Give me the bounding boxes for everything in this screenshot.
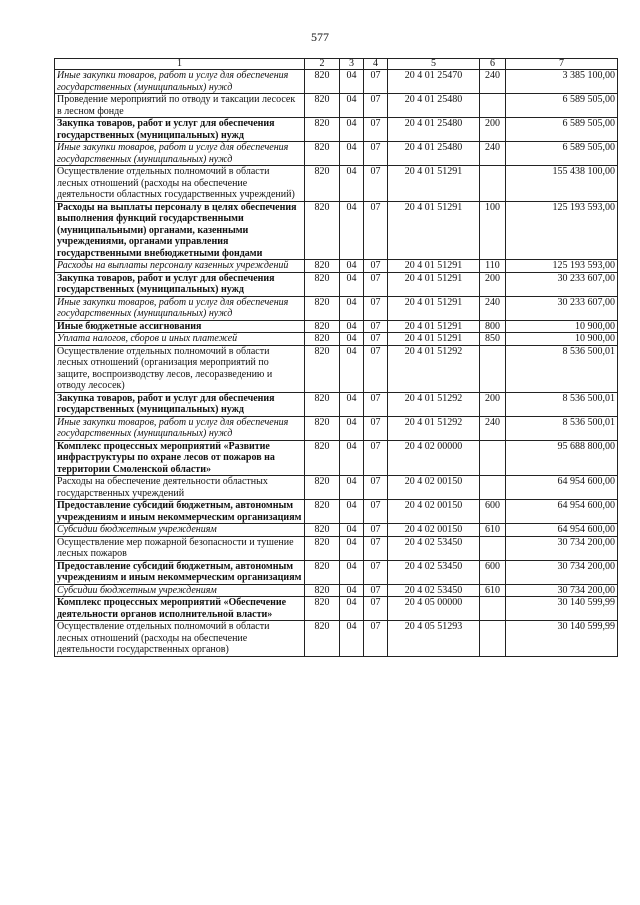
cell-csr: 20 4 01 51291 <box>388 201 480 260</box>
cell-name: Иные закупки товаров, работ и услуг для обеспечения государственных (муниципальных) нужд <box>55 142 305 166</box>
cell-name: Осуществление отдельных полномочий в области лесных отношений (расходы на обеспечение деятельности областных государственных учреждений) <box>55 166 305 202</box>
cell-sum: 3 385 100,00 <box>506 70 618 94</box>
cell-rz: 04 <box>340 94 364 118</box>
cell-vr <box>480 166 506 202</box>
cell-name: Предоставление субсидий бюджетным, автономным учреждениям и иным некоммерческим организациям <box>55 560 305 584</box>
cell-pr: 07 <box>364 416 388 440</box>
cell-pr: 07 <box>364 320 388 333</box>
cell-csr: 20 4 01 25470 <box>388 70 480 94</box>
cell-csr: 20 4 05 51293 <box>388 621 480 657</box>
cell-vr: 200 <box>480 272 506 296</box>
table-row <box>55 333 618 346</box>
cell-grbs: 820 <box>305 142 340 166</box>
cell-vr <box>480 345 506 392</box>
cell-sum: 30 734 200,00 <box>506 560 618 584</box>
cell-rz: 04 <box>340 201 364 260</box>
table-row <box>55 260 618 273</box>
cell-vr: 240 <box>480 296 506 320</box>
cell-sum: 8 536 500,01 <box>506 392 618 416</box>
cell-sum: 95 688 800,00 <box>506 440 618 476</box>
cell-pr: 07 <box>364 201 388 260</box>
cell-name: Закупка товаров, работ и услуг для обеспечения государственных (муниципальных) нужд <box>55 272 305 296</box>
cell-rz: 04 <box>340 142 364 166</box>
cell-vr <box>480 476 506 500</box>
cell-grbs: 820 <box>305 584 340 597</box>
table-row <box>55 440 618 476</box>
cell-sum: 6 589 505,00 <box>506 142 618 166</box>
cell-name: Проведение мероприятий по отводу и таксации лесосек в лесном фонде <box>55 94 305 118</box>
cell-grbs: 820 <box>305 524 340 537</box>
cell-grbs: 820 <box>305 320 340 333</box>
cell-csr: 20 4 01 51292 <box>388 416 480 440</box>
cell-sum: 30 734 200,00 <box>506 536 618 560</box>
table-row <box>55 524 618 537</box>
cell-vr: 240 <box>480 142 506 166</box>
cell-rz: 04 <box>340 345 364 392</box>
cell-name: Закупка товаров, работ и услуг для обеспечения государственных (муниципальных) нужд <box>55 392 305 416</box>
cell-vr: 600 <box>480 500 506 524</box>
cell-sum: 10 900,00 <box>506 320 618 333</box>
cell-rz: 04 <box>340 392 364 416</box>
cell-csr: 20 4 01 51291 <box>388 166 480 202</box>
cell-csr: 20 4 02 00000 <box>388 440 480 476</box>
cell-csr: 20 4 01 25480 <box>388 142 480 166</box>
cell-grbs: 820 <box>305 166 340 202</box>
table-row <box>55 118 618 142</box>
cell-vr: 200 <box>480 118 506 142</box>
cell-grbs: 820 <box>305 440 340 476</box>
cell-sum: 30 233 607,00 <box>506 296 618 320</box>
cell-vr: 110 <box>480 260 506 273</box>
cell-rz: 04 <box>340 320 364 333</box>
cell-vr <box>480 597 506 621</box>
cell-csr: 20 4 01 51291 <box>388 272 480 296</box>
cell-vr <box>480 94 506 118</box>
cell-csr: 20 4 02 53450 <box>388 560 480 584</box>
cell-csr: 20 4 01 51291 <box>388 296 480 320</box>
cell-grbs: 820 <box>305 118 340 142</box>
cell-name: Субсидии бюджетным учреждениям <box>55 584 305 597</box>
cell-sum: 155 438 100,00 <box>506 166 618 202</box>
cell-pr: 07 <box>364 500 388 524</box>
cell-grbs: 820 <box>305 416 340 440</box>
cell-csr: 20 4 01 51292 <box>388 345 480 392</box>
cell-sum: 125 193 593,00 <box>506 201 618 260</box>
cell-name: Закупка товаров, работ и услуг для обеспечения государственных (муниципальных) нужд <box>55 118 305 142</box>
cell-vr: 800 <box>480 320 506 333</box>
cell-pr: 07 <box>364 440 388 476</box>
cell-rz: 04 <box>340 260 364 273</box>
table-row <box>55 476 618 500</box>
cell-vr: 240 <box>480 70 506 94</box>
cell-sum: 30 233 607,00 <box>506 272 618 296</box>
cell-vr <box>480 536 506 560</box>
cell-grbs: 820 <box>305 70 340 94</box>
cell-name: Предоставление субсидий бюджетным, автономным учреждениям и иным некоммерческим организациям <box>55 500 305 524</box>
budget-table <box>54 58 618 657</box>
cell-sum: 64 954 600,00 <box>506 524 618 537</box>
cell-pr: 07 <box>364 142 388 166</box>
cell-rz: 04 <box>340 536 364 560</box>
cell-grbs: 820 <box>305 621 340 657</box>
cell-grbs: 820 <box>305 260 340 273</box>
cell-sum: 30 140 599,99 <box>506 621 618 657</box>
cell-vr <box>480 440 506 476</box>
cell-name: Расходы на выплаты персоналу в целях обеспечения выполнения функций государственными (муниципальными) органами, казенными учреждениями, органами управления государственными внебюджетными фондами <box>55 201 305 260</box>
cell-pr: 07 <box>364 597 388 621</box>
cell-pr: 07 <box>364 118 388 142</box>
cell-grbs: 820 <box>305 536 340 560</box>
cell-pr: 07 <box>364 476 388 500</box>
cell-sum: 125 193 593,00 <box>506 260 618 273</box>
cell-pr: 07 <box>364 345 388 392</box>
cell-pr: 07 <box>364 260 388 273</box>
cell-vr: 200 <box>480 392 506 416</box>
cell-vr: 600 <box>480 560 506 584</box>
cell-name: Иные закупки товаров, работ и услуг для обеспечения государственных (муниципальных) нужд <box>55 70 305 94</box>
cell-csr: 20 4 02 00150 <box>388 500 480 524</box>
cell-csr: 20 4 01 25480 <box>388 94 480 118</box>
cell-csr: 20 4 01 51291 <box>388 333 480 346</box>
cell-csr: 20 4 02 00150 <box>388 476 480 500</box>
cell-pr: 07 <box>364 560 388 584</box>
cell-name: Комплекс процессных мероприятий «Обеспечение деятельности органов исполнительной власти» <box>55 597 305 621</box>
table-row <box>55 320 618 333</box>
cell-grbs: 820 <box>305 345 340 392</box>
cell-grbs: 820 <box>305 94 340 118</box>
cell-rz: 04 <box>340 597 364 621</box>
cell-pr: 07 <box>364 584 388 597</box>
cell-pr: 07 <box>364 296 388 320</box>
cell-rz: 04 <box>340 333 364 346</box>
cell-grbs: 820 <box>305 272 340 296</box>
cell-csr: 20 4 01 51291 <box>388 320 480 333</box>
table-row <box>55 500 618 524</box>
table-row <box>55 345 618 392</box>
cell-grbs: 820 <box>305 296 340 320</box>
page-number: 577 <box>311 30 329 44</box>
column-header: 5 <box>388 59 480 70</box>
cell-sum: 30 734 200,00 <box>506 584 618 597</box>
table-row <box>55 621 618 657</box>
table-row <box>55 597 618 621</box>
table-row <box>55 142 618 166</box>
cell-csr: 20 4 02 53450 <box>388 536 480 560</box>
cell-sum: 8 536 500,01 <box>506 416 618 440</box>
cell-vr: 610 <box>480 524 506 537</box>
cell-name: Расходы на обеспечение деятельности областных государственных учреждений <box>55 476 305 500</box>
cell-vr: 240 <box>480 416 506 440</box>
cell-rz: 04 <box>340 296 364 320</box>
table-row <box>55 272 618 296</box>
cell-name: Расходы на выплаты персоналу казенных учреждений <box>55 260 305 273</box>
cell-grbs: 820 <box>305 392 340 416</box>
table-row <box>55 536 618 560</box>
column-header: 6 <box>480 59 506 70</box>
cell-csr: 20 4 01 25480 <box>388 118 480 142</box>
cell-vr: 610 <box>480 584 506 597</box>
cell-pr: 07 <box>364 333 388 346</box>
table-row <box>55 94 618 118</box>
cell-csr: 20 4 05 00000 <box>388 597 480 621</box>
column-header: 7 <box>506 59 618 70</box>
cell-name: Уплата налогов, сборов и иных платежей <box>55 333 305 346</box>
cell-sum: 30 140 599,99 <box>506 597 618 621</box>
table-row <box>55 392 618 416</box>
cell-pr: 07 <box>364 94 388 118</box>
table-row <box>55 166 618 202</box>
cell-rz: 04 <box>340 560 364 584</box>
cell-rz: 04 <box>340 416 364 440</box>
cell-sum: 6 589 505,00 <box>506 94 618 118</box>
cell-grbs: 820 <box>305 333 340 346</box>
cell-sum: 6 589 505,00 <box>506 118 618 142</box>
cell-csr: 20 4 02 00150 <box>388 524 480 537</box>
table-row <box>55 584 618 597</box>
cell-sum: 64 954 600,00 <box>506 500 618 524</box>
cell-rz: 04 <box>340 500 364 524</box>
cell-rz: 04 <box>340 118 364 142</box>
cell-rz: 04 <box>340 476 364 500</box>
cell-name: Иные закупки товаров, работ и услуг для обеспечения государственных (муниципальных) нужд <box>55 416 305 440</box>
table-row <box>55 560 618 584</box>
cell-grbs: 820 <box>305 560 340 584</box>
cell-rz: 04 <box>340 166 364 202</box>
cell-pr: 07 <box>364 621 388 657</box>
cell-csr: 20 4 01 51292 <box>388 392 480 416</box>
cell-rz: 04 <box>340 272 364 296</box>
cell-name: Иные бюджетные ассигнования <box>55 320 305 333</box>
cell-rz: 04 <box>340 70 364 94</box>
table-row <box>55 201 618 260</box>
column-header: 4 <box>364 59 388 70</box>
cell-pr: 07 <box>364 166 388 202</box>
cell-name: Осуществление отдельных полномочий в области лесных отношений (расходы на обеспечение деятельности государственных органов) <box>55 621 305 657</box>
cell-pr: 07 <box>364 536 388 560</box>
cell-name: Субсидии бюджетным учреждениям <box>55 524 305 537</box>
table-row <box>55 296 618 320</box>
cell-pr: 07 <box>364 524 388 537</box>
cell-pr: 07 <box>364 70 388 94</box>
cell-vr: 850 <box>480 333 506 346</box>
column-header: 1 <box>55 59 305 70</box>
cell-rz: 04 <box>340 621 364 657</box>
cell-rz: 04 <box>340 584 364 597</box>
header-row <box>55 59 618 70</box>
cell-name: Осуществление отдельных полномочий в области лесных отношений (организация мероприятий по защите, воспроизводству лесов, лесоразведению и отводу лесосек) <box>55 345 305 392</box>
cell-name: Комплекс процессных мероприятий «Развитие инфраструктуры по охране лесов от пожаров на территории Смоленской области» <box>55 440 305 476</box>
cell-sum: 8 536 500,01 <box>506 345 618 392</box>
cell-name: Осуществление мер пожарной безопасности и тушение лесных пожаров <box>55 536 305 560</box>
cell-grbs: 820 <box>305 201 340 260</box>
cell-sum: 64 954 600,00 <box>506 476 618 500</box>
cell-grbs: 820 <box>305 500 340 524</box>
cell-vr <box>480 621 506 657</box>
cell-rz: 04 <box>340 524 364 537</box>
cell-pr: 07 <box>364 392 388 416</box>
cell-vr: 100 <box>480 201 506 260</box>
cell-pr: 07 <box>364 272 388 296</box>
table-row <box>55 70 618 94</box>
cell-sum: 10 900,00 <box>506 333 618 346</box>
column-header: 2 <box>305 59 340 70</box>
cell-csr: 20 4 02 53450 <box>388 584 480 597</box>
cell-rz: 04 <box>340 440 364 476</box>
cell-grbs: 820 <box>305 597 340 621</box>
table-body <box>55 70 618 657</box>
column-header: 3 <box>340 59 364 70</box>
cell-csr: 20 4 01 51291 <box>388 260 480 273</box>
table-row <box>55 416 618 440</box>
cell-name: Иные закупки товаров, работ и услуг для обеспечения государственных (муниципальных) нужд <box>55 296 305 320</box>
cell-grbs: 820 <box>305 476 340 500</box>
